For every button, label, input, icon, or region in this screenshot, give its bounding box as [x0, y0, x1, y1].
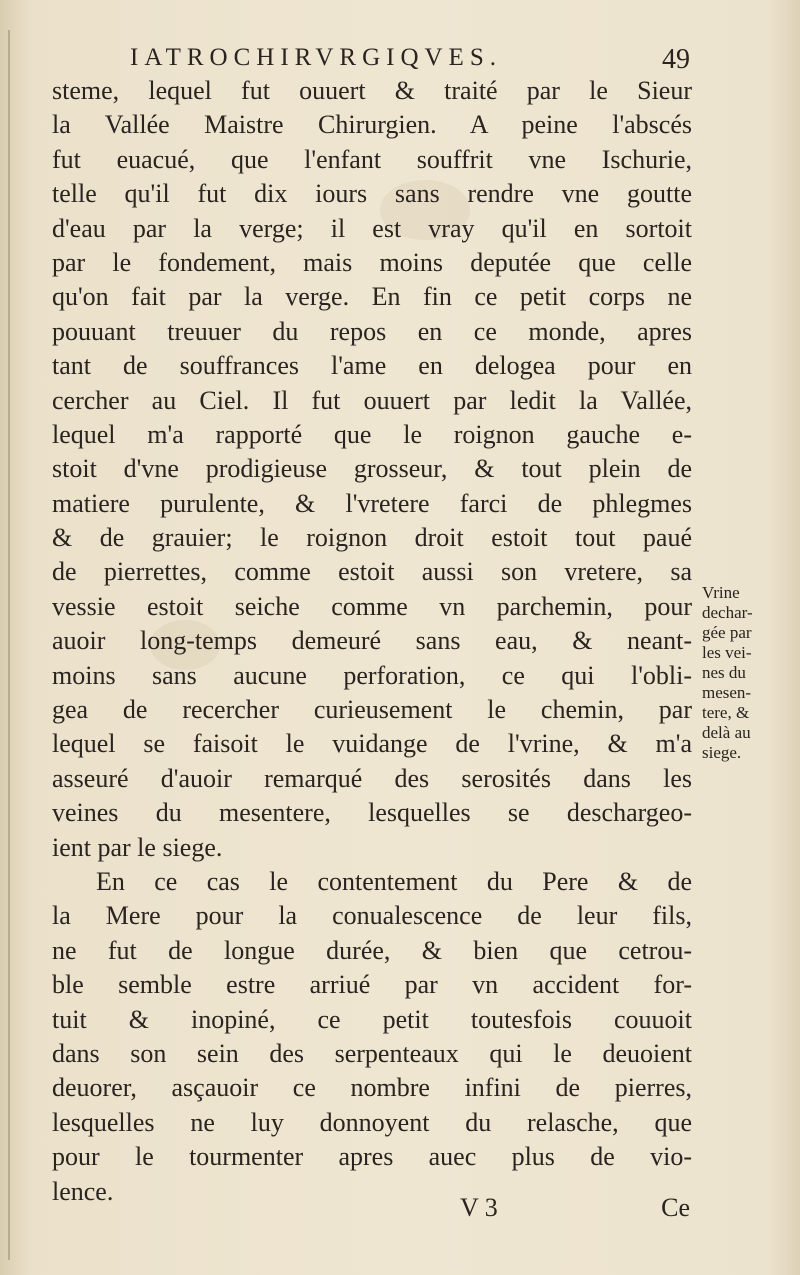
text-line: tuit & inopiné, ce petit toutesfois couuoit	[52, 1004, 692, 1034]
margin-note-line: nes du	[702, 663, 746, 682]
margin-note-line: tere, &	[702, 703, 750, 722]
text-line: ble semble estre arriué par vn accident for-	[52, 970, 692, 1000]
margin-note-line: siege.	[702, 743, 742, 762]
text-line: lequel m'a rapporté que le roignon gauche e-	[52, 419, 692, 449]
text-line: dans son sein des serpenteaux qui le deuoient	[52, 1038, 692, 1068]
text-line: de pierrettes, comme estoit aussi son vretere, sa	[52, 557, 692, 587]
text-line: asseuré d'auoir remarqué des serosités dans les	[52, 763, 692, 793]
text-line: lesquelles ne luy donnoyent du relasche, que	[52, 1107, 692, 1137]
text-line: veines du mesentere, lesquelles se deschargeo-	[52, 798, 692, 828]
gutter-edge	[8, 30, 10, 1260]
text-line: gea de recercher curieusement le chemin, par	[52, 695, 692, 725]
margin-note-line: dechar-	[702, 603, 753, 622]
margin-note-line: gée par	[702, 623, 752, 642]
margin-note-line: Vrine	[702, 583, 740, 602]
text-line: ient par le siege.	[52, 832, 223, 862]
margin-note-line: les vei-	[702, 643, 752, 662]
text-line: En ce cas le contentement du Pere & de	[96, 866, 692, 896]
text-line: cercher au Ciel. Il fut ouuert par ledit la Vallée,	[52, 385, 692, 415]
margin-note	[702, 583, 772, 763]
text-line: steme, lequel fut ouuert & traité par le Sieur	[52, 76, 692, 105]
margin-note-line: delà au	[702, 723, 751, 742]
paragraph-1	[52, 74, 692, 865]
page-footer	[460, 1193, 690, 1233]
text-line: lequel se faisoit le vuidange de l'vrine, & m'a	[52, 729, 692, 759]
text-line: par le fondement, mais moins deputée que celle	[52, 247, 692, 277]
text-line: fut euacué, que l'enfant souffrit vne Ischurie,	[52, 144, 692, 174]
text-line: tant de souffrances l'ame en delogea pour en	[52, 351, 692, 381]
text-line: d'eau par la verge; il est vray qu'il en sortoit	[52, 213, 692, 243]
text-line: matiere purulente, & l'vretere farci de phlegmes	[52, 488, 692, 518]
text-line: pouuant treuuer du repos en ce monde, apres	[52, 316, 692, 346]
text-line: la Mere pour la conualescence de leur fils,	[52, 901, 692, 931]
text-line: la Vallée Maistre Chirurgien. A peine l'abscés	[52, 110, 692, 140]
main-text	[52, 74, 692, 1209]
margin-note-line: mesen-	[702, 683, 752, 702]
text-line: deuorer, asçauoir ce nombre infini de pierres,	[52, 1073, 692, 1103]
text-line: pour le tourmenter apres auec plus de vio-	[52, 1142, 692, 1172]
text-line: stoit d'vne prodigieuse grosseur, & tout plein de	[52, 454, 692, 484]
page-number: 49	[662, 44, 690, 75]
running-title: IATROCHIRVRGIQVES.	[130, 44, 502, 71]
text-line: & de grauier; le roignon droit estoit tout paué	[52, 523, 692, 553]
catchword: Ce	[661, 1193, 690, 1222]
signature-mark: V 3	[460, 1193, 498, 1222]
text-line: lence.	[52, 1176, 114, 1206]
text-line: telle qu'il fut dix iours sans rendre vne goutte	[52, 179, 692, 209]
paragraph-2	[52, 865, 692, 1209]
text-line: ne fut de longue durée, & bien que cetrou-	[52, 935, 692, 965]
text-line: vessie estoit seiche comme vn parchemin, pour	[52, 591, 692, 621]
text-line: qu'on fait par la verge. En fin ce petit corps ne	[52, 282, 692, 312]
text-line: moins sans aucune perforation, ce qui l'obli-	[52, 660, 692, 690]
text-line: auoir long-temps demeuré sans eau, & neant-	[52, 626, 692, 656]
